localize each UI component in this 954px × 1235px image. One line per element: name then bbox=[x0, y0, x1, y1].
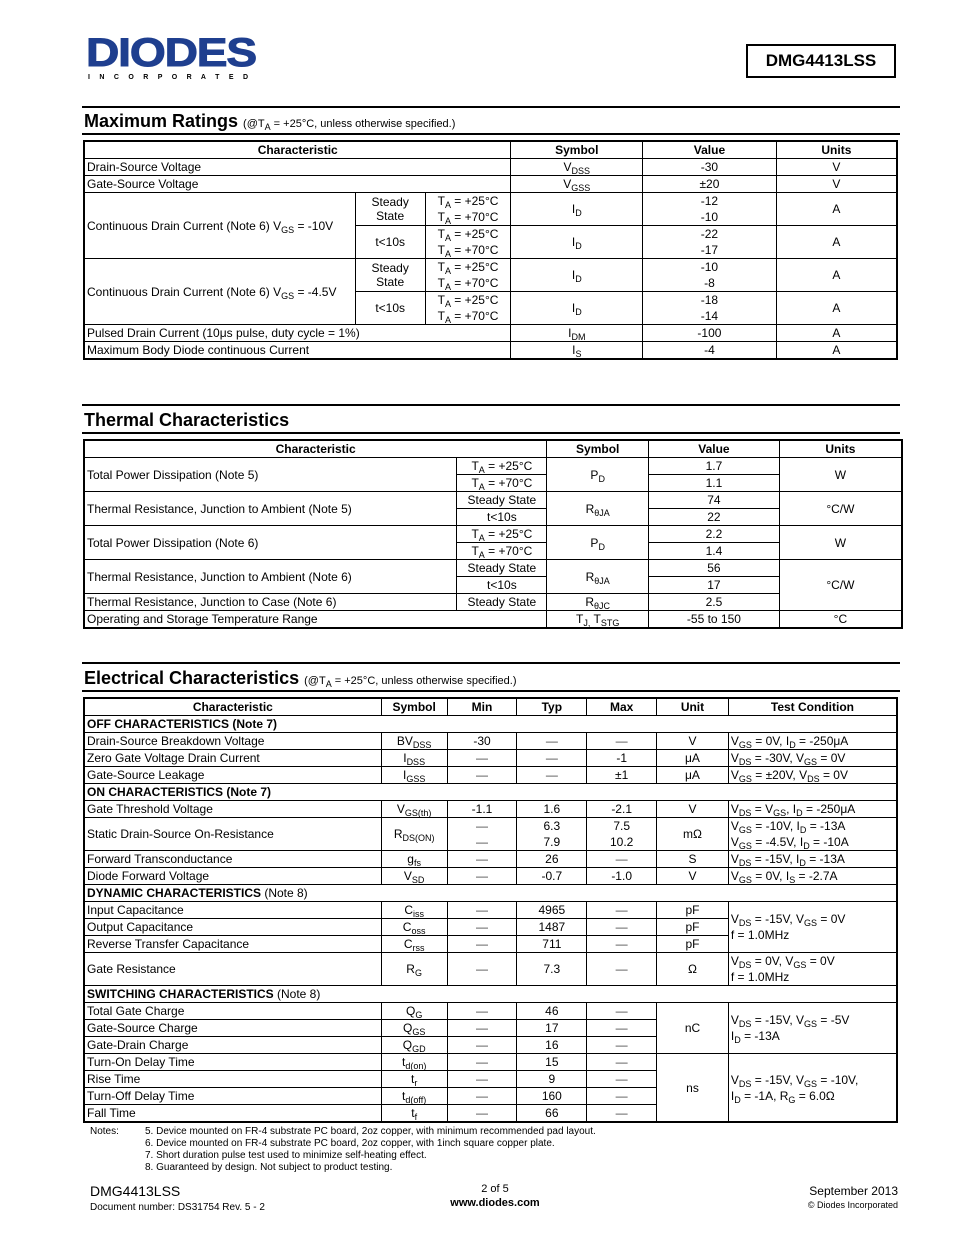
table-cell: — bbox=[447, 1003, 517, 1020]
table-cell: $V_{GS} = 0V$, $I_S = -2.7A$ bbox=[728, 868, 897, 885]
table-cell: $BV_{DSS}$ bbox=[381, 733, 447, 750]
table-cell: -30 bbox=[643, 159, 777, 176]
table-cell: Fall Time bbox=[84, 1105, 381, 1123]
thermal-title: Thermal Characteristics bbox=[84, 410, 290, 430]
table-row bbox=[84, 1054, 897, 1071]
table-row bbox=[84, 492, 902, 509]
table-cell: $R_G$ bbox=[381, 953, 447, 986]
table-cell: $V_{DS} = -15V$, $V_{GS} = 0V$ f = 1.0MHz bbox=[728, 902, 897, 953]
electrical-condition: ($@T_A = +25^\circ C$, unless otherwise specified.) bbox=[304, 675, 517, 689]
table-header-row bbox=[84, 440, 902, 458]
table-cell: °C/W bbox=[779, 492, 902, 526]
col-header: Min bbox=[447, 698, 517, 716]
col-header: Characteristic bbox=[84, 698, 381, 716]
col-header: Units bbox=[779, 440, 902, 458]
col-header: Max bbox=[587, 698, 657, 716]
table-cell: $Q_G$ bbox=[381, 1003, 447, 1020]
table-cell: Steady State bbox=[457, 560, 547, 577]
section-rule bbox=[82, 432, 900, 434]
section-row bbox=[84, 784, 897, 801]
table-cell: $V_{DS} = V_{GS}$, $I_D = -250\mu A$ bbox=[728, 801, 897, 818]
table-cell: SWITCHING CHARACTERISTICS (Note 8) bbox=[84, 986, 897, 1003]
table-row bbox=[84, 611, 902, 629]
table-cell: V bbox=[657, 801, 729, 818]
table-cell: — bbox=[447, 868, 517, 885]
table-cell: $T_A = +25^\circ C$ bbox=[457, 458, 547, 475]
table-cell: $T_A = +70^\circ C$ bbox=[457, 543, 547, 560]
table-cell: 2.5 bbox=[649, 594, 780, 611]
col-header: Unit bbox=[657, 698, 729, 716]
table-cell: -4 bbox=[643, 342, 777, 360]
col-header: Test Condition bbox=[728, 698, 897, 716]
table-cell: -22 -17 bbox=[643, 226, 777, 259]
table-cell: — bbox=[517, 733, 587, 750]
footer-doc-number: Document number: DS31754 Rev. 5 - 2 bbox=[90, 1202, 265, 1213]
table-cell: — bbox=[447, 1037, 517, 1054]
footer-copyright: © Diodes Incorporated bbox=[807, 1200, 898, 1210]
table-cell: 17 bbox=[517, 1020, 587, 1037]
table-cell: pF bbox=[657, 919, 729, 936]
table-cell: pF bbox=[657, 902, 729, 919]
table-cell: $V_{GSS}$ bbox=[511, 176, 643, 193]
table-cell: t<10s bbox=[355, 226, 425, 259]
table-row bbox=[84, 818, 897, 851]
table-cell: 1487 bbox=[517, 919, 587, 936]
table-header-row bbox=[84, 141, 897, 159]
table-cell: — bbox=[447, 953, 517, 986]
table-cell: $V_{GS} = -10V$, $I_D = -13A$ $V_{GS} = -4.5V$, $I_D = -10A$ bbox=[728, 818, 897, 851]
table-cell: -18 -14 bbox=[643, 292, 777, 325]
table-cell: — bbox=[447, 919, 517, 936]
table-cell: Rise Time bbox=[84, 1071, 381, 1088]
table-cell: A bbox=[776, 259, 897, 292]
table-cell: 66 bbox=[517, 1105, 587, 1123]
table-cell: $R_{\theta JA}$ bbox=[547, 560, 649, 594]
table-cell: $C_{rss}$ bbox=[381, 936, 447, 953]
notes-label: Notes: bbox=[90, 1126, 119, 1137]
table-cell: Maximum Body Diode continuous Current bbox=[84, 342, 511, 360]
table-row bbox=[84, 159, 897, 176]
table-cell: Gate-Source Voltage bbox=[84, 176, 511, 193]
max-ratings-condition: ($@T_A = +25^\circ C$, unless otherwise specified.) bbox=[243, 118, 456, 132]
table-row bbox=[84, 560, 902, 577]
table-cell: — bbox=[447, 1054, 517, 1071]
table-row bbox=[84, 176, 897, 193]
table-row bbox=[84, 193, 897, 226]
table-cell: — bbox=[447, 851, 517, 868]
table-row bbox=[84, 801, 897, 818]
section-row bbox=[84, 885, 897, 902]
table-cell: $R_{\theta JA}$ bbox=[547, 492, 649, 526]
notes-list bbox=[145, 1126, 596, 1174]
table-cell: $V_{DS} = -15V$, $V_{GS} = -5V$ $I_D = -13A$ bbox=[728, 1003, 897, 1054]
col-header: Characteristic bbox=[84, 440, 547, 458]
table-cell: 1.1 bbox=[649, 475, 780, 492]
col-header: Symbol bbox=[547, 440, 649, 458]
table-cell: — bbox=[587, 1003, 657, 1020]
table-cell: ±1 bbox=[587, 767, 657, 784]
table-cell: $I_D$ bbox=[511, 193, 643, 226]
table-row bbox=[84, 1003, 897, 1020]
table-row bbox=[84, 851, 897, 868]
table-cell: Gate-Source Charge bbox=[84, 1020, 381, 1037]
table-cell: 1.6 bbox=[517, 801, 587, 818]
table-cell: -30 bbox=[447, 733, 517, 750]
table-cell: -1.1 bbox=[447, 801, 517, 818]
table-cell: $R_{DS(ON)}$ bbox=[381, 818, 447, 851]
table-row bbox=[84, 458, 902, 475]
table-cell: — bbox=[587, 936, 657, 953]
table-cell: $P_D$ bbox=[547, 526, 649, 560]
note-item: 6. Device mounted on FR-4 substrate PC board, 2oz copper, with 1inch square copper plate. bbox=[145, 1138, 555, 1149]
table-cell: nC bbox=[657, 1003, 729, 1054]
col-header: Symbol bbox=[381, 698, 447, 716]
section-rule bbox=[82, 106, 900, 108]
table-row bbox=[84, 902, 897, 919]
table-cell: 26 bbox=[517, 851, 587, 868]
table-cell: V bbox=[776, 159, 897, 176]
table-cell: Steady State bbox=[457, 492, 547, 509]
table-cell: μA bbox=[657, 767, 729, 784]
table-cell: Diode Forward Voltage bbox=[84, 868, 381, 885]
table-cell: 160 bbox=[517, 1088, 587, 1105]
table-cell: Total Power Dissipation (Note 6) bbox=[84, 526, 457, 560]
table-cell: $I_{GSS}$ bbox=[381, 767, 447, 784]
table-row bbox=[84, 868, 897, 885]
table-cell: W bbox=[779, 526, 902, 560]
table-cell: $I_D$ bbox=[511, 292, 643, 325]
diodes-logo bbox=[86, 34, 261, 82]
table-header-row bbox=[84, 698, 897, 716]
table-cell: — bbox=[587, 919, 657, 936]
table-row bbox=[84, 325, 897, 342]
table-cell: — bbox=[587, 851, 657, 868]
thermal-table bbox=[83, 439, 903, 629]
table-cell: A bbox=[776, 292, 897, 325]
table-cell: — bbox=[587, 1037, 657, 1054]
table-cell: 1.4 bbox=[649, 543, 780, 560]
table-cell: °C bbox=[779, 611, 902, 629]
table-row bbox=[84, 526, 902, 543]
table-row bbox=[84, 733, 897, 750]
table-cell: S bbox=[657, 851, 729, 868]
col-header: Value bbox=[643, 141, 777, 159]
table-cell: -1 bbox=[587, 750, 657, 767]
table-cell: 7.3 bbox=[517, 953, 587, 986]
table-cell: $R_{\theta JC}$ bbox=[547, 594, 649, 611]
table-cell: $t_r$ bbox=[381, 1071, 447, 1088]
table-cell: — bbox=[587, 1054, 657, 1071]
table-cell: $I_D$ bbox=[511, 226, 643, 259]
table-cell: Output Capacitance bbox=[84, 919, 381, 936]
table-cell: $V_{DS} = -30V$, $V_{GS} = 0V$ bbox=[728, 750, 897, 767]
table-row bbox=[84, 259, 897, 292]
table-cell: A bbox=[776, 226, 897, 259]
table-cell: 74 bbox=[649, 492, 780, 509]
table-cell: Gate Resistance bbox=[84, 953, 381, 986]
table-cell: $g_{fs}$ bbox=[381, 851, 447, 868]
table-cell: $V_{GS} = \pm 20V$, $V_{DS} = 0V$ bbox=[728, 767, 897, 784]
table-cell: 15 bbox=[517, 1054, 587, 1071]
table-cell: Turn-On Delay Time bbox=[84, 1054, 381, 1071]
table-cell: — bbox=[447, 750, 517, 767]
note-item: 5. Device mounted on FR-4 substrate PC board, 2oz copper, with minimum recommended pad layout. bbox=[145, 1126, 596, 1137]
footer-left bbox=[90, 1183, 265, 1213]
table-cell: °C/W bbox=[779, 560, 902, 611]
table-cell: pF bbox=[657, 936, 729, 953]
max-ratings-table bbox=[83, 140, 898, 360]
table-cell: $V_{DS} = -15V$, $V_{GS} = -10V$, $I_D = -1A$, $R_G = 6.0\Omega$ bbox=[728, 1054, 897, 1123]
col-header: Units bbox=[776, 141, 897, 159]
table-cell: Thermal Resistance, Junction to Ambient (Note 5) bbox=[84, 492, 457, 526]
table-cell: $T_A = +25^\circ C$ $T_A = +70^\circ C$ bbox=[425, 226, 511, 259]
table-cell: Gate-Drain Charge bbox=[84, 1037, 381, 1054]
table-cell: -55 to 150 bbox=[649, 611, 780, 629]
table-row bbox=[84, 767, 897, 784]
table-cell: t<10s bbox=[457, 509, 547, 526]
table-cell: Total Gate Charge bbox=[84, 1003, 381, 1020]
table-cell: — bbox=[587, 733, 657, 750]
table-cell: 7.5 10.2 bbox=[587, 818, 657, 851]
col-header: Typ bbox=[517, 698, 587, 716]
table-cell: Ω bbox=[657, 953, 729, 986]
table-cell: Thermal Resistance, Junction to Ambient (Note 6) bbox=[84, 560, 457, 594]
table-cell: — bbox=[517, 750, 587, 767]
table-cell: — bbox=[587, 1105, 657, 1123]
table-cell: — bbox=[447, 936, 517, 953]
table-cell: $I_S$ bbox=[511, 342, 643, 360]
table-cell: — bbox=[447, 1071, 517, 1088]
table-cell: V bbox=[657, 868, 729, 885]
page-number: 2 of 5 bbox=[481, 1183, 509, 1195]
table-cell: $P_D$ bbox=[547, 458, 649, 492]
table-cell: Gate Threshold Voltage bbox=[84, 801, 381, 818]
table-cell: $I_{DSS}$ bbox=[381, 750, 447, 767]
table-cell: V bbox=[776, 176, 897, 193]
table-cell: $Q_{GD}$ bbox=[381, 1037, 447, 1054]
table-cell: Input Capacitance bbox=[84, 902, 381, 919]
table-cell: $T_A = +25^\circ C$ $T_A = +70^\circ C$ bbox=[425, 193, 511, 226]
table-cell: — bbox=[587, 1088, 657, 1105]
table-cell: Steady State bbox=[457, 594, 547, 611]
table-cell: — bbox=[447, 1020, 517, 1037]
table-cell: -1.0 bbox=[587, 868, 657, 885]
table-cell: 9 bbox=[517, 1071, 587, 1088]
table-cell: mΩ bbox=[657, 818, 729, 851]
table-cell: $T_A = +25^\circ C$ $T_A = +70^\circ C$ bbox=[425, 259, 511, 292]
electrical-title: Electrical Characteristics ($@T_A = +25^\circ C$, unless otherwise specified.) bbox=[84, 668, 517, 689]
col-header: Characteristic bbox=[84, 141, 511, 159]
table-cell: — bbox=[587, 953, 657, 986]
table-cell: -2.1 bbox=[587, 801, 657, 818]
table-cell: ±20 bbox=[643, 176, 777, 193]
part-number-box: DMG4413LSS bbox=[746, 44, 896, 78]
table-cell: Thermal Resistance, Junction to Case (Note 6) bbox=[84, 594, 457, 611]
table-cell: 56 bbox=[649, 560, 780, 577]
table-cell: 1.7 bbox=[649, 458, 780, 475]
footer-url: www.diodes.com bbox=[450, 1197, 540, 1209]
table-cell: A bbox=[776, 325, 897, 342]
svg-text:I N C O R P O R A T E D: I N C O R P O R A T E D bbox=[88, 74, 248, 81]
table-cell: — bbox=[517, 767, 587, 784]
max-ratings-title: Maximum Ratings ($@T_A = +25^\circ C$, unless otherwise specified.) bbox=[84, 111, 456, 132]
table-cell: — bbox=[587, 902, 657, 919]
table-cell: — bbox=[587, 1020, 657, 1037]
table-cell: 46 bbox=[517, 1003, 587, 1020]
table-cell: — bbox=[447, 767, 517, 784]
table-cell: $V_{GS} = 0V$, $I_D = -250\mu A$ bbox=[728, 733, 897, 750]
table-cell: $V_{DS} = -15V$, $I_D = -13A$ bbox=[728, 851, 897, 868]
col-header: Value bbox=[649, 440, 780, 458]
col-header: Symbol bbox=[511, 141, 643, 159]
section-rule bbox=[82, 662, 900, 664]
table-cell: Drain-Source Voltage bbox=[84, 159, 511, 176]
section-rule bbox=[82, 404, 900, 406]
table-cell: Static Drain-Source On-Resistance bbox=[84, 818, 381, 851]
table-row bbox=[84, 953, 897, 986]
table-cell: Turn-Off Delay Time bbox=[84, 1088, 381, 1105]
table-cell: 6.3 7.9 bbox=[517, 818, 587, 851]
table-cell: $I_{DM}$ bbox=[511, 325, 643, 342]
table-cell: V bbox=[657, 733, 729, 750]
table-cell: Gate-Source Leakage bbox=[84, 767, 381, 784]
table-cell: 22 bbox=[649, 509, 780, 526]
table-cell: DYNAMIC CHARACTERISTICS (Note 8) bbox=[84, 885, 897, 902]
table-cell: — bbox=[447, 902, 517, 919]
table-cell: Total Power Dissipation (Note 5) bbox=[84, 458, 457, 492]
section-row bbox=[84, 716, 897, 733]
table-cell: $V_{DS} = 0V$, $V_{GS} = 0V$ f = 1.0MHz bbox=[728, 953, 897, 986]
section-rule bbox=[82, 133, 900, 135]
table-cell: -10 -8 bbox=[643, 259, 777, 292]
svg-text:DIODES: DIODES bbox=[86, 34, 257, 75]
table-cell: $T_A = +25^\circ C$ bbox=[457, 526, 547, 543]
table-cell: 711 bbox=[517, 936, 587, 953]
table-cell: $T_A = +70^\circ C$ bbox=[457, 475, 547, 492]
table-cell: — bbox=[447, 1105, 517, 1123]
table-cell: OFF CHARACTERISTICS (Note 7) bbox=[84, 716, 897, 733]
note-item: 7. Short duration pulse test used to minimize self-heating effect. bbox=[145, 1150, 427, 1161]
table-cell: -0.7 bbox=[517, 868, 587, 885]
table-cell: 17 bbox=[649, 577, 780, 594]
table-cell: 2.2 bbox=[649, 526, 780, 543]
table-cell: — bbox=[447, 1088, 517, 1105]
table-cell: -12 -10 bbox=[643, 193, 777, 226]
table-cell: Reverse Transfer Capacitance bbox=[84, 936, 381, 953]
table-row bbox=[84, 342, 897, 360]
table-cell: A bbox=[776, 342, 897, 360]
table-cell: W bbox=[779, 458, 902, 492]
table-cell: $t_f$ bbox=[381, 1105, 447, 1123]
table-cell: ns bbox=[657, 1054, 729, 1123]
table-cell: $C_{iss}$ bbox=[381, 902, 447, 919]
table-cell: Continuous Drain Current (Note 6) $V_{GS} = -10V$ bbox=[84, 193, 355, 259]
table-cell: $t_{d(on)}$ bbox=[381, 1054, 447, 1071]
table-cell: Pulsed Drain Current (10μs pulse, duty cycle = 1%) bbox=[84, 325, 511, 342]
footer-part: DMG4413LSS bbox=[90, 1183, 181, 1199]
table-cell: -100 bbox=[643, 325, 777, 342]
table-cell: Drain-Source Breakdown Voltage bbox=[84, 733, 381, 750]
table-row bbox=[84, 750, 897, 767]
table-cell: $T_A = +25^\circ C$ $T_A = +70^\circ C$ bbox=[425, 292, 511, 325]
section-row bbox=[84, 986, 897, 1003]
table-cell: — bbox=[587, 1071, 657, 1088]
electrical-table bbox=[83, 697, 898, 1123]
table-cell: $V_{GS(th)}$ bbox=[381, 801, 447, 818]
table-cell: ON CHARACTERISTICS (Note 7) bbox=[84, 784, 897, 801]
table-cell: — — bbox=[447, 818, 517, 851]
table-cell: Steady State bbox=[355, 259, 425, 292]
footer-center bbox=[440, 1183, 550, 1209]
table-cell: Steady State bbox=[355, 193, 425, 226]
note-item: 8. Guaranteed by design. Not subject to product testing. bbox=[145, 1162, 393, 1173]
section-rule bbox=[82, 690, 900, 692]
footer-date: September 2013 bbox=[809, 1184, 898, 1198]
table-cell: Zero Gate Voltage Drain Current bbox=[84, 750, 381, 767]
table-cell: 16 bbox=[517, 1037, 587, 1054]
table-cell: $I_D$ bbox=[511, 259, 643, 292]
table-cell: t<10s bbox=[457, 577, 547, 594]
footer-right bbox=[760, 1184, 898, 1210]
table-cell: $T_{J,}$ $T_{STG}$ bbox=[547, 611, 649, 629]
table-cell: $V_{DSS}$ bbox=[511, 159, 643, 176]
table-cell: $C_{oss}$ bbox=[381, 919, 447, 936]
table-cell: t<10s bbox=[355, 292, 425, 325]
table-cell: A bbox=[776, 193, 897, 226]
table-cell: Forward Transconductance bbox=[84, 851, 381, 868]
table-cell: Continuous Drain Current (Note 6) $V_{GS} = -4.5V$ bbox=[84, 259, 355, 325]
table-cell: $t_{d(off)}$ bbox=[381, 1088, 447, 1105]
table-cell: $V_{SD}$ bbox=[381, 868, 447, 885]
table-cell: 4965 bbox=[517, 902, 587, 919]
table-cell: Operating and Storage Temperature Range bbox=[84, 611, 547, 629]
table-cell: μA bbox=[657, 750, 729, 767]
table-cell: $Q_{GS}$ bbox=[381, 1020, 447, 1037]
